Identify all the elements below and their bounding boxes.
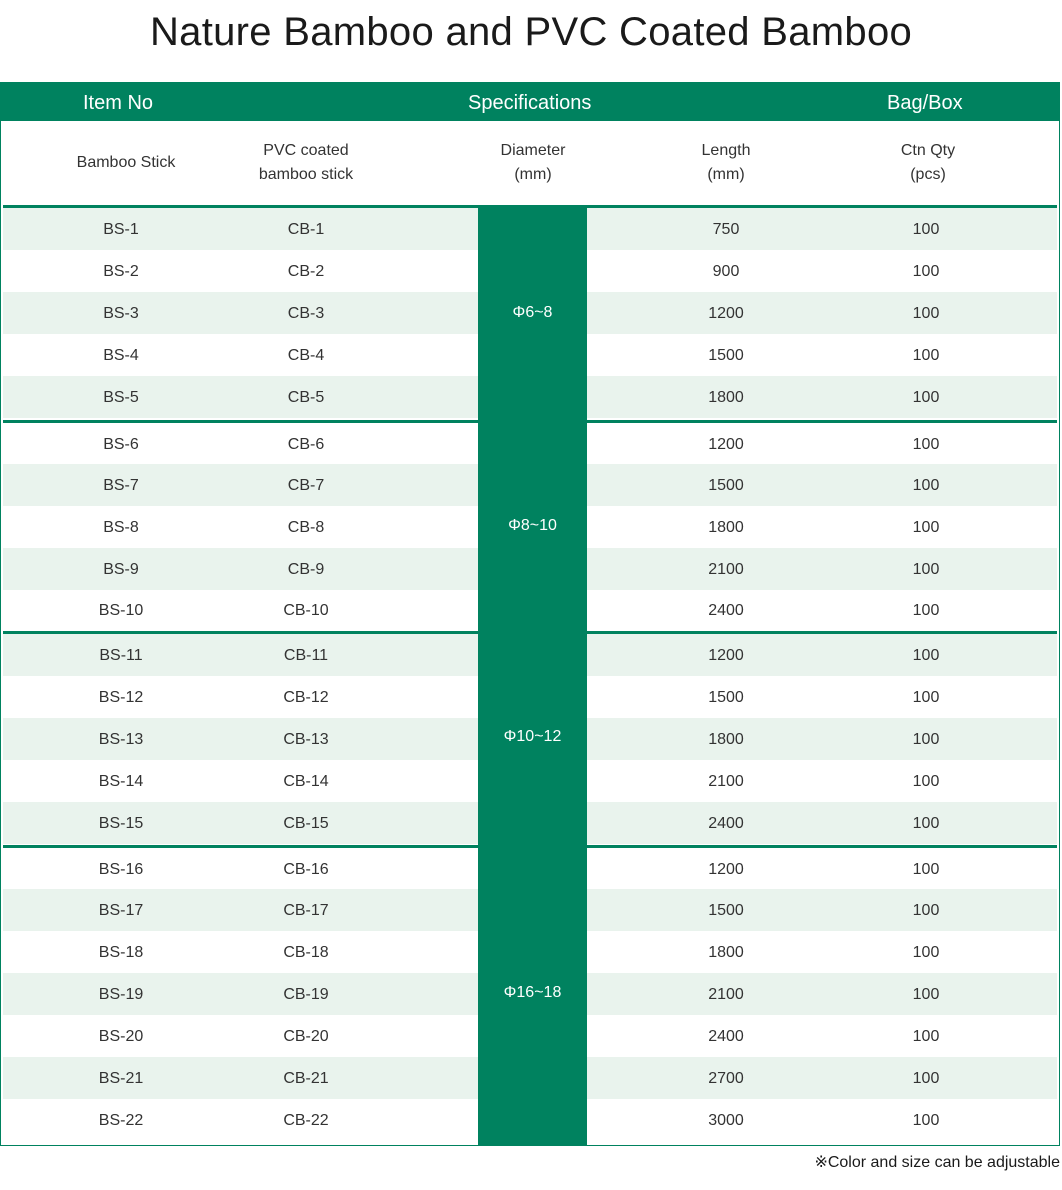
- pvc-stick-code: CB-10: [283, 602, 329, 619]
- length-value: 1200: [708, 647, 744, 664]
- length-value: 1800: [708, 519, 744, 536]
- diameter-column: [478, 208, 587, 1145]
- length-label-line2: (mm): [707, 166, 745, 183]
- pvc-label-line2: bamboo stick: [258, 166, 354, 183]
- length-value: 1800: [708, 731, 744, 748]
- pvc-stick-code: CB-7: [287, 477, 325, 494]
- qty-value: 100: [912, 221, 940, 238]
- diameter-label-line2: (mm): [514, 166, 552, 183]
- qty-value: 100: [912, 263, 940, 280]
- qty-value: 100: [912, 561, 940, 578]
- pvc-stick-code: CB-22: [283, 1112, 329, 1129]
- bamboo-stick-code: BS-13: [98, 731, 144, 748]
- qty-value: 100: [912, 902, 940, 919]
- bamboo-stick-code: BS-6: [103, 436, 139, 453]
- pvc-stick-code: CB-11: [283, 647, 329, 664]
- qty-value: 100: [912, 815, 940, 832]
- length-value: 1800: [708, 389, 744, 406]
- pvc-stick-code: CB-2: [287, 263, 325, 280]
- qty-label-line2: (pcs): [910, 166, 946, 183]
- subheader-ctn-qty: [853, 121, 1003, 205]
- length-value: 2100: [708, 773, 744, 790]
- header-specifications: Specifications: [468, 92, 592, 114]
- length-value: 1500: [708, 689, 744, 706]
- length-value: 2400: [708, 815, 744, 832]
- bamboo-stick-code: BS-1: [103, 221, 139, 238]
- length-value: 1200: [708, 436, 744, 453]
- subheader-diameter: [458, 121, 608, 205]
- table-subheader: [3, 121, 1057, 208]
- pvc-stick-code: CB-20: [283, 1028, 329, 1045]
- pvc-stick-code: CB-17: [283, 902, 329, 919]
- pvc-stick-code: CB-19: [283, 986, 329, 1003]
- pvc-stick-code: CB-16: [283, 861, 329, 878]
- pvc-stick-code: CB-21: [283, 1070, 329, 1087]
- pvc-stick-code: CB-3: [287, 305, 325, 322]
- qty-value: 100: [912, 1112, 940, 1129]
- length-value: 3000: [708, 1112, 744, 1129]
- bamboo-stick-code: BS-22: [98, 1112, 144, 1129]
- bamboo-stick-code: BS-21: [98, 1070, 144, 1087]
- length-value: 2100: [708, 986, 744, 1003]
- diameter-value: Φ16~18: [503, 984, 562, 1001]
- qty-value: 100: [912, 436, 940, 453]
- bamboo-stick-code: BS-17: [98, 902, 144, 919]
- length-value: 1500: [708, 347, 744, 364]
- bamboo-stick-code: BS-9: [103, 561, 139, 578]
- qty-value: 100: [912, 689, 940, 706]
- length-value: 1500: [708, 902, 744, 919]
- diameter-value: Φ6~8: [512, 304, 553, 321]
- bamboo-stick-code: BS-18: [98, 944, 144, 961]
- qty-value: 100: [912, 347, 940, 364]
- bamboo-stick-code: BS-4: [103, 347, 139, 364]
- qty-value: 100: [912, 602, 940, 619]
- pvc-stick-code: CB-4: [287, 347, 325, 364]
- table-header-bar: [1, 83, 1059, 121]
- bamboo-stick-code: BS-10: [98, 602, 144, 619]
- header-item-no: Item No: [83, 92, 154, 114]
- qty-value: 100: [912, 477, 940, 494]
- length-value: 1500: [708, 477, 744, 494]
- pvc-stick-code: CB-18: [283, 944, 329, 961]
- qty-value: 100: [912, 773, 940, 790]
- bamboo-stick-code: BS-12: [98, 689, 144, 706]
- length-value: 1200: [708, 305, 744, 322]
- pvc-stick-code: CB-6: [287, 436, 325, 453]
- pvc-stick-code: CB-14: [283, 773, 329, 790]
- length-value: 750: [712, 221, 740, 238]
- subheader-bamboo-stick: [51, 121, 201, 205]
- qty-value: 100: [912, 861, 940, 878]
- bamboo-stick-code: BS-5: [103, 389, 139, 406]
- footnote: ※Color and size can be adjustable: [814, 1154, 1060, 1171]
- bamboo-stick-code: BS-11: [99, 647, 143, 664]
- bamboo-stick-code: BS-16: [98, 861, 144, 878]
- qty-label-line1: Ctn Qty: [900, 142, 956, 159]
- qty-value: 100: [912, 389, 940, 406]
- pvc-label-line1: PVC coated: [263, 142, 349, 159]
- pvc-stick-code: CB-15: [283, 815, 329, 832]
- page-title: Nature Bamboo and PVC Coated Bamboo: [149, 10, 913, 54]
- pvc-stick-code: CB-9: [287, 561, 325, 578]
- subheader-pvc-coated: [231, 121, 381, 205]
- bamboo-stick-code: BS-15: [98, 815, 144, 832]
- length-value: 1800: [708, 944, 744, 961]
- pvc-stick-code: CB-5: [287, 389, 325, 406]
- qty-value: 100: [912, 1070, 940, 1087]
- length-value: 1200: [708, 861, 744, 878]
- length-label-line1: Length: [701, 142, 751, 159]
- length-value: 2700: [708, 1070, 744, 1087]
- bamboo-stick-code: BS-7: [103, 477, 139, 494]
- pvc-stick-code: CB-1: [287, 221, 325, 238]
- diameter-label-line1: Diameter: [500, 142, 566, 159]
- subheader-length: [651, 121, 801, 205]
- diameter-value: Φ8~10: [508, 517, 557, 534]
- bamboo-stick-code: BS-19: [98, 986, 144, 1003]
- qty-value: 100: [912, 305, 940, 322]
- length-value: 2400: [708, 1028, 744, 1045]
- pvc-stick-code: CB-13: [283, 731, 329, 748]
- diameter-value: Φ10~12: [503, 728, 562, 745]
- pvc-stick-code: CB-8: [287, 519, 325, 536]
- length-value: 2100: [708, 561, 744, 578]
- qty-value: 100: [912, 1028, 940, 1045]
- spec-table: [0, 82, 1060, 1146]
- bamboo-stick-code: BS-14: [98, 773, 144, 790]
- pvc-stick-code: CB-12: [283, 689, 329, 706]
- qty-value: 100: [912, 944, 940, 961]
- qty-value: 100: [912, 519, 940, 536]
- bamboo-stick-code: BS-8: [103, 519, 139, 536]
- length-value: 900: [712, 263, 740, 280]
- qty-value: 100: [912, 986, 940, 1003]
- qty-value: 100: [912, 731, 940, 748]
- bamboo-stick-code: BS-2: [103, 263, 139, 280]
- length-value: 2400: [708, 602, 744, 619]
- header-bag-box: Bag/Box: [887, 92, 963, 114]
- bamboo-stick-code: BS-3: [103, 305, 139, 322]
- qty-value: 100: [912, 647, 940, 664]
- bamboo-stick-code: BS-20: [98, 1028, 144, 1045]
- bamboo-stick-label: Bamboo Stick: [76, 154, 176, 171]
